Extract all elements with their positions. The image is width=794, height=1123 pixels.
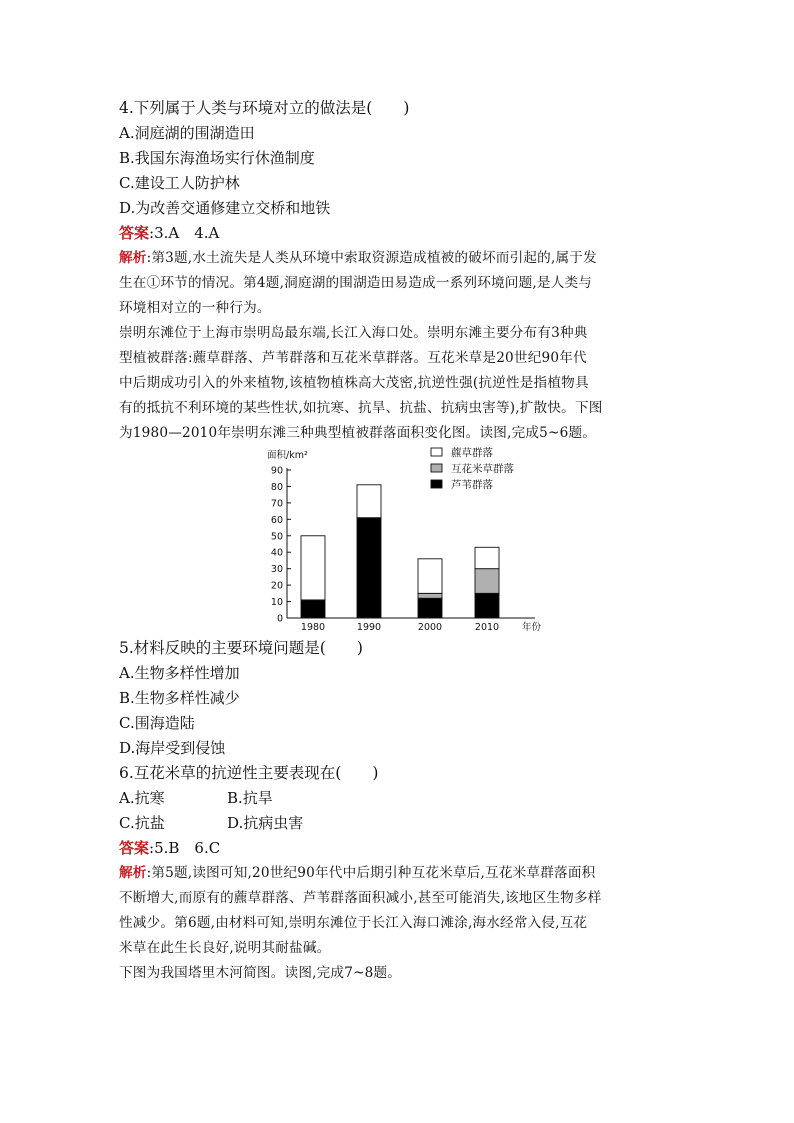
analysis-3-4-line-3: 环境相对立的一种行为。	[119, 300, 271, 316]
bar-segment	[475, 547, 499, 568]
material-line-2: 型植被群落:藨草群落、芦苇群落和互花米草群落。互花米草是20世纪90年代	[119, 350, 587, 366]
y-tick-label: 30	[270, 564, 283, 576]
analysis-5-6-line-1: 解析:第5题,读图可知,20世纪90年代中后期引种互花米草后,互花米草群落面积	[119, 865, 596, 881]
question-6-stem: 6.互花米草的抗逆性主要表现在( )	[119, 764, 379, 782]
material-line-5: 为1980—2010年崇明东滩三种典型植被群落面积变化图。读图,完成5~6题。	[119, 425, 597, 441]
x-tick-label: 2010	[474, 622, 500, 633]
question-4-stem: 4.下列属于人类与环境对立的做法是( )	[119, 99, 410, 117]
answer-5-6	[119, 836, 699, 861]
analysis-3-4-line-2: 生在①环节的情况。第4题,洞庭湖的围湖造田易造成一系列环境问题,是人类与	[119, 275, 593, 291]
question-6-option-a: A.抗寒	[119, 789, 165, 807]
question-6-option-b: B.抗旱	[227, 789, 273, 807]
material-line-4: 有的抵抗不利环境的某些性状,如抗寒、抗旱、抗盐、抗病虫害等),扩散快。下图	[119, 400, 603, 416]
question-6-options-row-1	[119, 786, 699, 811]
question-5-stem: 5.材料反映的主要环境问题是( )	[119, 639, 363, 657]
analysis-5-6-line-2: 不断增大,而原有的藨草群落、芦苇群落面积减小,甚至可能消失,该地区生物多样	[119, 890, 602, 906]
bar-segment	[418, 559, 442, 594]
question-4-option-d: D.为改善交通修建立交桥和地铁	[119, 199, 331, 217]
y-tick-label: 70	[270, 498, 283, 510]
question-5-option-b: B.生物多样性减少	[119, 689, 240, 707]
legend-label: 互花米草群落	[451, 463, 514, 475]
bar-segment	[418, 593, 442, 598]
question-5-option-a: A.生物多样性增加	[119, 664, 240, 682]
y-tick-label: 80	[270, 481, 283, 493]
answer-3-4	[119, 221, 699, 246]
question-5-option-c: C.围海造陆	[119, 714, 195, 732]
y-tick-label: 50	[270, 531, 283, 543]
y-tick-label: 60	[270, 514, 283, 526]
answer-label: 答案	[119, 224, 150, 242]
bar-segment	[475, 593, 499, 618]
answer-label: 答案	[119, 839, 150, 857]
chart-svg	[119, 446, 699, 636]
analysis-label: 解析	[119, 865, 147, 881]
material-line-3: 中后期成功引入的外来植物,该植物植株高大茂密,抗逆性强(抗逆性是指植物具	[119, 375, 589, 391]
analysis-5-6-line-4: 米草在此生长良好,说明其耐盐碱。	[119, 940, 331, 956]
analysis-label: 解析	[119, 250, 147, 266]
question-4-option-c: C.建设工人防护林	[119, 174, 240, 192]
bar-segment	[357, 518, 381, 618]
y-tick-label: 10	[270, 597, 283, 609]
legend-swatch	[431, 480, 442, 488]
vegetation-area-chart	[119, 446, 699, 636]
question-5-option-d: D.海岸受到侵蚀	[119, 739, 226, 757]
answer-text: :3.A 4.A	[149, 224, 220, 242]
analysis-3-4-line-1: 解析:第3题,水土流失是人类从环境中索取资源造成植被的破坏而引起的,属于发	[119, 250, 597, 266]
bar-segment	[418, 598, 442, 618]
question-4-option-a: A.洞庭湖的围湖造田	[119, 124, 255, 142]
answer-text: :5.B 6.C	[149, 839, 221, 857]
question-6-options-row-2	[119, 811, 699, 836]
next-section-intro: 下图为我国塔里木河简图。读图,完成7~8题。	[119, 965, 402, 981]
x-tick-label: 2000	[417, 622, 443, 633]
x-axis-label: 年份	[522, 622, 542, 633]
bar-segment	[301, 536, 325, 600]
question-6-option-d: D.抗病虫害	[227, 814, 304, 832]
bar-segment	[301, 600, 325, 618]
question-6-option-c: C.抗盐	[119, 814, 165, 832]
document-page	[119, 96, 699, 986]
material-line-1: 崇明东滩位于上海市崇明岛最东端,长江入海口处。崇明东滩主要分布有3种典	[119, 325, 588, 341]
x-tick-label: 1990	[356, 622, 382, 633]
bar-segment	[475, 569, 499, 594]
question-4-option-b: B.我国东海渔场实行休渔制度	[119, 149, 315, 167]
legend-label: 藨草群落	[451, 447, 493, 459]
legend-swatch	[431, 464, 442, 472]
analysis-5-6-line-3: 性减少。第6题,由材料可知,崇明东滩位于长江入海口滩涂,海水经常入侵,互花	[119, 915, 588, 931]
y-tick-label: 0	[276, 613, 283, 625]
legend-label: 芦苇群落	[451, 479, 493, 491]
bar-segment	[357, 485, 381, 518]
y-axis-label: 面积/km²	[267, 450, 308, 461]
x-tick-label: 1980	[300, 622, 326, 633]
y-tick-label: 40	[270, 547, 283, 559]
y-tick-label: 90	[270, 465, 283, 477]
legend-swatch	[431, 448, 442, 456]
y-tick-label: 20	[270, 580, 283, 592]
